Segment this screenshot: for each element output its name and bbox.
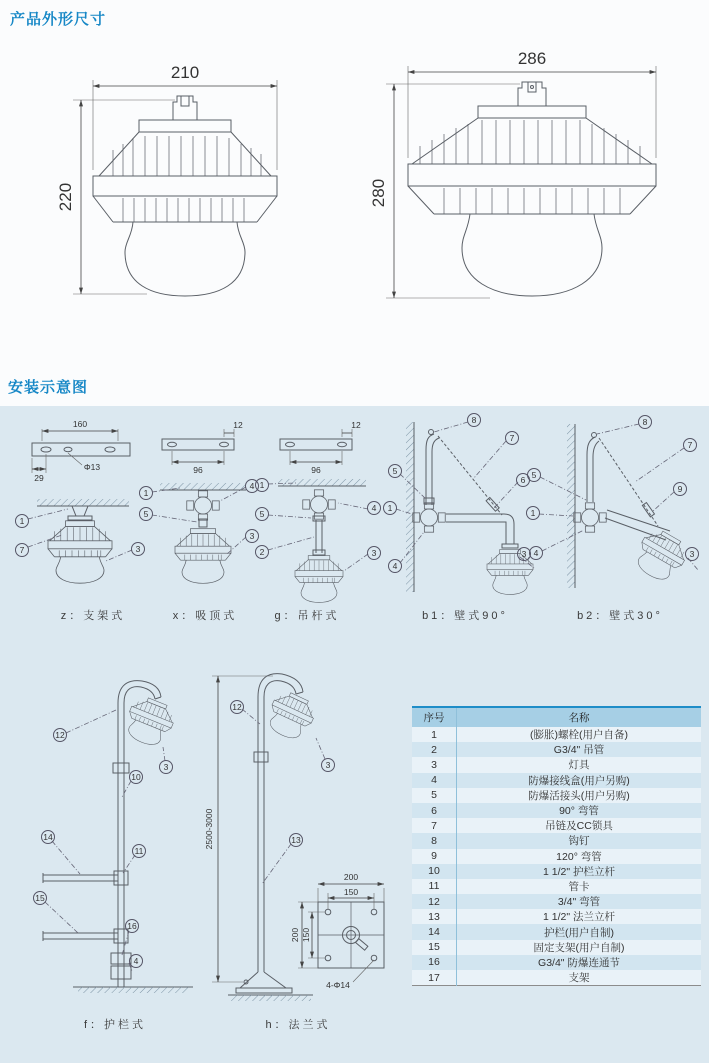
- dim-label: 12: [233, 420, 243, 430]
- bracket-detail: [32, 419, 130, 483]
- part-index-cell: 10: [412, 864, 457, 879]
- curved-arm: [258, 674, 303, 697]
- callout-3: [160, 747, 173, 774]
- diagram-label-h: h：法兰式: [265, 1019, 331, 1031]
- table-row: [412, 864, 701, 879]
- svg-text:1: 1: [387, 503, 393, 513]
- callout-3: [344, 547, 381, 572]
- callout-7: [474, 432, 519, 479]
- bent-arm-90: [446, 514, 514, 544]
- callout-12: [54, 710, 117, 742]
- table-row: [412, 773, 701, 788]
- part-name-cell: 固定支架(用户自制): [457, 940, 702, 955]
- part-index-cell: 8: [412, 833, 457, 848]
- callout-14: [42, 831, 81, 875]
- junction-box-icon: [574, 503, 606, 532]
- ground-hatch: [231, 995, 311, 1001]
- dim-height: 220: [56, 182, 75, 212]
- bracket-detail: [280, 420, 361, 475]
- product-drawing-large: [369, 28, 694, 338]
- table-row: [412, 833, 701, 848]
- part-name-cell: 管卡: [457, 879, 702, 894]
- callout-3: [686, 548, 699, 571]
- wall-hatch: [567, 424, 575, 588]
- svg-text:12: 12: [55, 730, 65, 740]
- curved-arm: [118, 681, 161, 703]
- svg-text:8: 8: [642, 417, 648, 427]
- callout-15: [34, 892, 79, 934]
- pole-height-dimension: [204, 676, 273, 982]
- table-row: [412, 894, 701, 909]
- wall-pipe: [426, 434, 439, 505]
- chain: [438, 436, 502, 515]
- diagram-label-f: f：护栏式: [83, 1019, 147, 1031]
- callout-9: [653, 483, 687, 512]
- callout-11: [123, 845, 146, 874]
- lamp-front-view: [93, 96, 277, 296]
- dim-label: 12: [351, 420, 361, 430]
- svg-text:3: 3: [325, 760, 331, 770]
- pipe-coupling: [113, 763, 129, 773]
- table-row: [412, 849, 701, 864]
- upper-rail: [43, 873, 118, 883]
- height-dimension: [369, 84, 520, 298]
- lamp-icon: [121, 693, 179, 750]
- svg-text:7: 7: [19, 545, 25, 555]
- ground-hatch: [78, 987, 188, 993]
- callout-1: [527, 507, 574, 520]
- callout-4: [530, 530, 585, 560]
- junction-box: [111, 966, 131, 979]
- table-row: [412, 788, 701, 803]
- part-index-cell: 16: [412, 955, 457, 970]
- diagram-label-x: x：吸顶式: [172, 610, 238, 622]
- part-name-cell: 1 1/2" 护栏立杆: [457, 864, 702, 879]
- ceiling-hatch: [37, 499, 129, 506]
- svg-text:1: 1: [143, 488, 149, 498]
- dim-width: 286: [517, 49, 547, 68]
- callout-7: [635, 439, 697, 483]
- part-index-cell: 4: [412, 773, 457, 788]
- part-name-cell: G3/4" 防爆连通节: [457, 955, 702, 970]
- svg-text:4: 4: [249, 481, 255, 491]
- pole: [118, 703, 124, 987]
- table-row: [412, 955, 701, 970]
- callout-3: [316, 738, 335, 772]
- lower-rail: [43, 931, 118, 941]
- wall-hatch: [406, 422, 414, 592]
- table-header-row: [412, 707, 701, 727]
- pendant-pipe: [316, 520, 322, 553]
- callout-7: [16, 535, 63, 557]
- pipe-clamp: [114, 871, 128, 885]
- junction-box-icon: [303, 490, 335, 519]
- part-name-cell: 90° 弯管: [457, 803, 702, 818]
- part-name-cell: 钩钉: [457, 833, 702, 848]
- svg-text:3: 3: [689, 549, 695, 559]
- svg-text:7: 7: [509, 433, 515, 443]
- table-row: [412, 818, 701, 833]
- dim-pole-height: 2500-3000: [204, 808, 214, 850]
- junction-box-icon: [413, 503, 445, 532]
- dim-label: Φ13: [83, 462, 101, 472]
- svg-text:3: 3: [249, 531, 255, 541]
- svg-text:5: 5: [143, 509, 149, 519]
- flange-detail: [290, 872, 384, 990]
- svg-text:5: 5: [259, 509, 265, 519]
- diagram-bracket-type: [12, 413, 148, 605]
- part-index-cell: 12: [412, 894, 457, 909]
- part-name-cell: 防爆接线盒(用户另购): [457, 773, 702, 788]
- diagram-flange-type: [198, 652, 406, 1008]
- table-row: [412, 924, 701, 939]
- junction-box-icon: [187, 491, 219, 520]
- callout-4: [338, 502, 381, 515]
- lamp-icon: [630, 525, 692, 587]
- part-name-cell: 1 1/2" 法兰立杆: [457, 909, 702, 924]
- svg-text:13: 13: [291, 835, 301, 845]
- diagram-wall-30-type: [520, 410, 706, 605]
- callout-2: [256, 537, 315, 559]
- svg-text:9: 9: [677, 484, 683, 494]
- callout-1: [16, 509, 69, 528]
- callout-10: [122, 771, 143, 798]
- svg-text:150: 150: [343, 887, 359, 897]
- dim-label: 4-Φ14: [326, 980, 350, 990]
- part-index-cell: 2: [412, 742, 457, 757]
- callout-8: [597, 416, 652, 435]
- svg-text:15: 15: [35, 893, 45, 903]
- part-index-cell: 7: [412, 818, 457, 833]
- svg-text:11: 11: [134, 846, 144, 856]
- svg-text:6: 6: [520, 475, 526, 485]
- header-index: 序号: [412, 707, 457, 727]
- part-name-cell: 吊链及CC锁具: [457, 818, 702, 833]
- hook-pin: [429, 430, 434, 435]
- callout-12: [231, 701, 261, 725]
- svg-text:7: 7: [687, 440, 693, 450]
- table-row: [412, 727, 701, 742]
- diagram-label-b2: b2：壁式30°: [577, 610, 663, 622]
- part-index-cell: 6: [412, 803, 457, 818]
- lamp-icon: [262, 688, 319, 744]
- part-index-cell: 3: [412, 757, 457, 772]
- pipe-coupling: [254, 752, 268, 762]
- dim-label: 200: [343, 872, 359, 882]
- wall-pipe: [587, 437, 599, 502]
- section-title-installation: 安装示意图: [8, 379, 89, 396]
- diagram-pendant-type: [256, 413, 384, 605]
- dim-label: 29: [34, 473, 44, 483]
- turnbuckle: [642, 503, 654, 517]
- lamp-front-view: [408, 82, 656, 296]
- callout-13: [262, 834, 303, 885]
- dim-label: 160: [72, 419, 88, 429]
- conduit-union: [111, 953, 131, 964]
- header-name: 名称: [457, 707, 702, 727]
- bent-arm-30: [605, 510, 670, 540]
- chain: [599, 438, 658, 526]
- dim-label: 96: [311, 465, 321, 475]
- bracket-detail: [162, 420, 243, 475]
- svg-text:1: 1: [259, 480, 265, 490]
- svg-text:2: 2: [259, 547, 265, 557]
- mount-bracket: [68, 506, 92, 520]
- product-drawing-small: [35, 38, 335, 338]
- diagram-wall-90-type: [382, 410, 530, 605]
- part-name-cell: G3/4" 吊管: [457, 742, 702, 757]
- svg-text:14: 14: [43, 832, 53, 842]
- table-row: [412, 803, 701, 818]
- part-name-cell: 3/4" 弯管: [457, 894, 702, 909]
- svg-text:3: 3: [163, 762, 169, 772]
- part-name-cell: 护栏(用户自制): [457, 924, 702, 939]
- svg-text:4: 4: [533, 548, 539, 558]
- table-row: [412, 940, 701, 955]
- hook-pin: [592, 433, 597, 438]
- part-index-cell: 9: [412, 849, 457, 864]
- part-index-cell: 5: [412, 788, 457, 803]
- diagram-label-b1: b1：壁式90°: [422, 610, 508, 622]
- table-row: [412, 909, 701, 924]
- svg-text:4: 4: [371, 503, 377, 513]
- callout-5: [528, 469, 587, 501]
- part-name-cell: 防爆活接头(用户另购): [457, 788, 702, 803]
- svg-text:4: 4: [133, 956, 139, 966]
- part-index-cell: 13: [412, 909, 457, 924]
- svg-text:3: 3: [135, 544, 141, 554]
- svg-text:8: 8: [471, 415, 477, 425]
- svg-text:5: 5: [392, 466, 398, 476]
- svg-text:3: 3: [521, 549, 527, 559]
- width-dimension: [93, 63, 277, 170]
- diagram-label-z: z：支架式: [60, 610, 126, 622]
- diagram-ceiling-type: [140, 413, 262, 605]
- svg-text:1: 1: [530, 508, 536, 518]
- svg-text:10: 10: [131, 772, 141, 782]
- part-name-cell: 灯具: [457, 757, 702, 772]
- part-index-cell: 11: [412, 879, 457, 894]
- table-row: [412, 757, 701, 772]
- table-row: [412, 970, 701, 986]
- height-dimension: [56, 100, 175, 294]
- part-name-cell: (膨胀)螺栓(用户自备): [457, 727, 702, 742]
- table-row: [412, 742, 701, 757]
- svg-text:16: 16: [127, 921, 137, 931]
- diagram-guardrail-type: [18, 655, 200, 1000]
- diagram-label-g: g：吊杆式: [274, 610, 340, 622]
- part-index-cell: 17: [412, 970, 457, 986]
- part-index-cell: 1: [412, 727, 457, 742]
- callout-5: [140, 508, 198, 523]
- svg-text:5: 5: [531, 470, 537, 480]
- ceiling-hatch: [278, 479, 366, 486]
- part-name-cell: 120° 弯管: [457, 849, 702, 864]
- section-title-dimensions: 产品外形尺寸: [10, 11, 107, 28]
- part-name-cell: 支架: [457, 970, 702, 986]
- part-index-cell: 14: [412, 924, 457, 939]
- svg-text:1: 1: [19, 516, 25, 526]
- svg-text:12: 12: [232, 702, 242, 712]
- svg-text:200: 200: [290, 927, 300, 943]
- dim-width: 210: [170, 63, 200, 82]
- lamp-icon: [175, 529, 231, 584]
- table-row: [412, 879, 701, 894]
- lamp-icon: [48, 521, 112, 583]
- callout-8: [434, 414, 481, 433]
- pole: [258, 697, 264, 972]
- svg-text:3: 3: [371, 548, 377, 558]
- svg-text:150: 150: [301, 927, 311, 943]
- dim-height: 280: [369, 178, 388, 208]
- width-dimension: [408, 49, 656, 158]
- dim-label: 96: [193, 465, 203, 475]
- svg-text:4: 4: [392, 561, 398, 571]
- parts-table: [412, 706, 701, 986]
- lamp-icon: [295, 556, 343, 603]
- part-index-cell: 15: [412, 940, 457, 955]
